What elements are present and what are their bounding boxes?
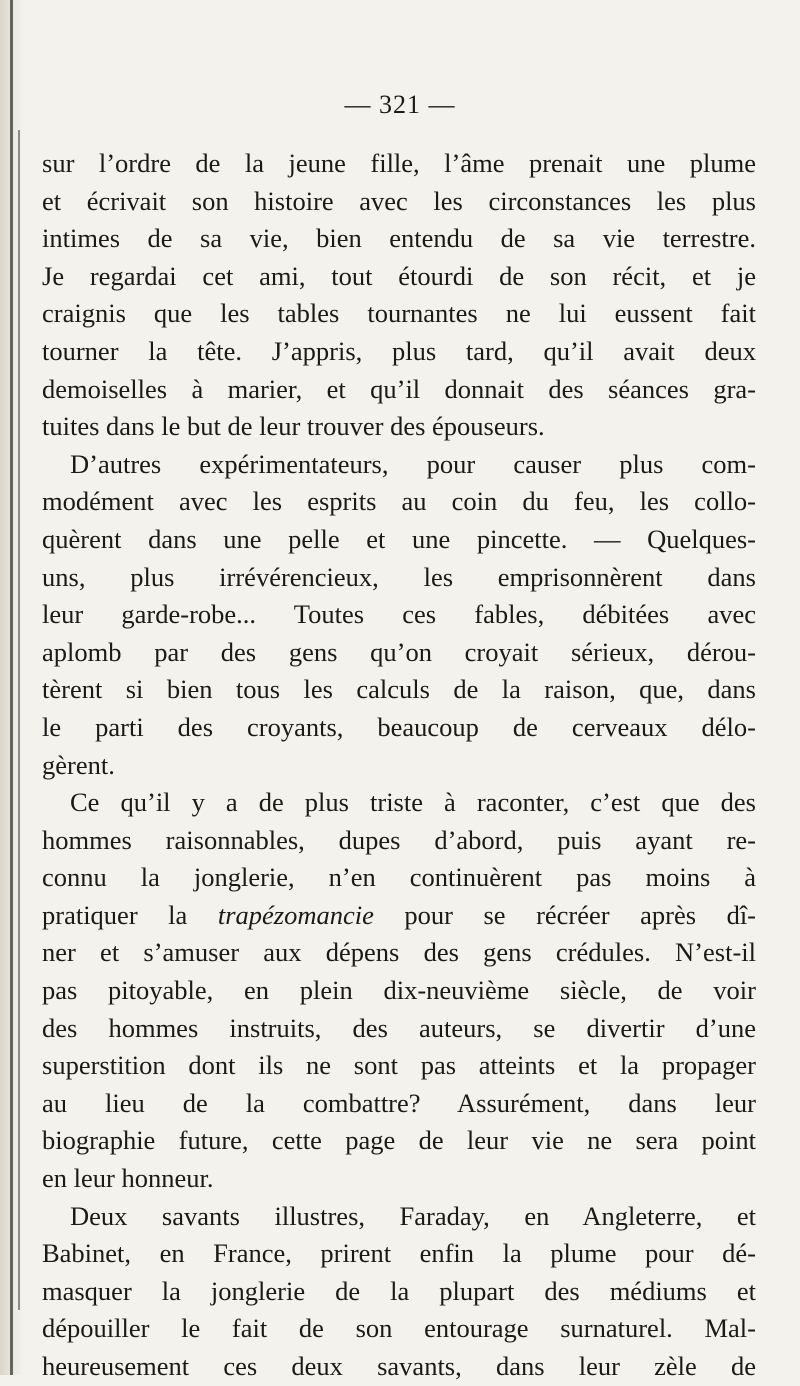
text-line: D’autres expérimentateurs, pour causer plus com- (70, 448, 756, 479)
text-line: craignis que les tables tournantes ne lui eussent fait (42, 298, 756, 329)
text-line: tuites dans le but de leur trouver des épouseurs. (42, 411, 545, 442)
text-segment: pour se récréer après dî- (404, 899, 756, 930)
text-line: heureusement ces deux savants, dans leur zèle de (42, 1351, 756, 1381)
text-line: biographie future, cette page de leur vie ne sera point (42, 1125, 756, 1156)
text-line: connu la jonglerie, n’en continuèrent pas moins à (42, 862, 756, 893)
text-line: dépouiller le fait de son entourage surnaturel. Mal- (42, 1313, 756, 1344)
text-line: tèrent si bien tous les calculs de la raison, que, dans (42, 674, 756, 705)
text-line: intimes de sa vie, bien entendu de sa vie terrestre. (42, 223, 756, 254)
text-line: Deux savants illustres, Faraday, en Angleterre, et (70, 1200, 756, 1231)
body-text (42, 145, 756, 1386)
page-number: — 321 — (344, 90, 456, 119)
binding-edge (10, 0, 13, 1375)
text-line: et écrivait son histoire avec les circonstances les plus (42, 185, 756, 216)
text-line: tourner la tête. J’appris, plus tard, qu’il avait deux (42, 335, 756, 366)
text-line: en leur honneur. (42, 1163, 214, 1194)
binding-edge-inner (18, 130, 20, 1310)
text-line: le parti des croyants, beaucoup de cerveaux délo- (42, 711, 756, 742)
text-line: quèrent dans une pelle et une pincette. — Quelques- (42, 523, 756, 554)
text-line: pas pitoyable, en plein dix-neuvième siècle, de voir (42, 975, 756, 1006)
text-line: hommes raisonnables, dupes d’abord, puis ayant re- (42, 824, 756, 855)
text-line: sur l’ordre de la jeune fille, l’âme prenait une plume (42, 148, 756, 178)
text-line: demoiselles à marier, et qu’il donnait des séances gra- (42, 373, 756, 404)
text-line: gèrent. (42, 749, 115, 780)
text-line: aplomb par des gens qu’on croyait sérieux, dérou- (42, 636, 756, 667)
text-line: des hommes instruits, des auteurs, se divertir d’une (42, 1012, 756, 1043)
text-line: au lieu de la combattre? Assurément, dans leur (42, 1087, 756, 1118)
text-line: Je regardai cet ami, tout étourdi de son récit, et je (42, 260, 756, 291)
text-line: leur garde-robe... Toutes ces fables, débitées avec (42, 599, 756, 630)
text-line: Ce qu’il y a de plus triste à raconter, c’est que des (70, 787, 756, 818)
text-line (42, 897, 756, 935)
italic-term: trapézomancie (217, 899, 374, 930)
text-line: ner et s’amuser aux dépens des gens crédules. N’est-il (42, 937, 756, 968)
text-line: modément avec les esprits au coin du feu, les collo- (42, 486, 756, 517)
text-line: uns, plus irrévérencieux, les emprisonnèrent dans (42, 561, 756, 592)
text-line: masquer la jonglerie de la plupart des médiums et (42, 1275, 756, 1306)
text-line: Babinet, en France, prirent enfin la plume pour dé- (42, 1238, 756, 1269)
text-line: superstition dont ils ne sont pas atteints et la propager (42, 1050, 756, 1081)
text-segment: pratiquer la (42, 899, 188, 930)
